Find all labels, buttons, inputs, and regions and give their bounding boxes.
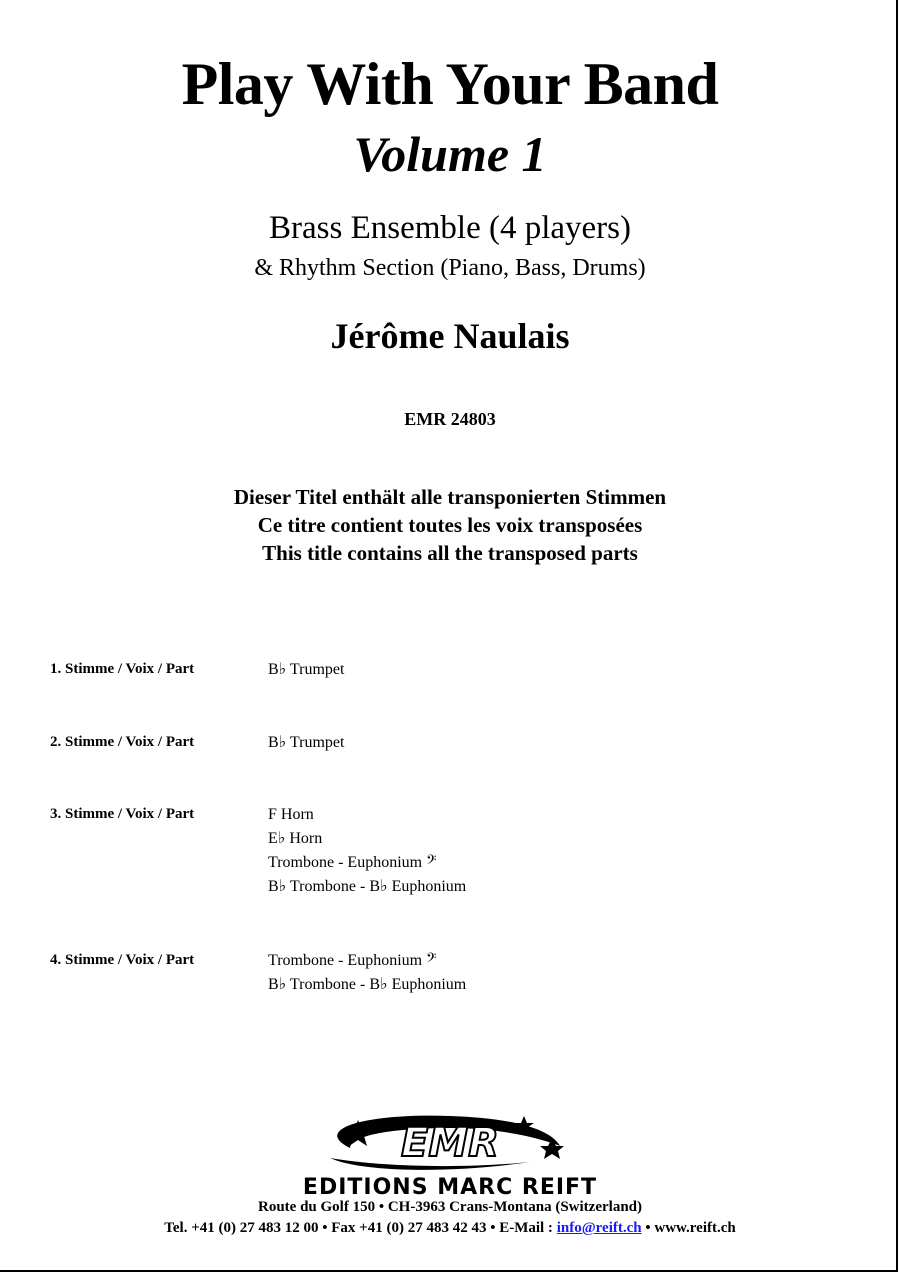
part-3-instrument: B♭ Trombone - B♭ Euphonium [268, 878, 467, 895]
page-title: Play With Your Band [181, 51, 719, 117]
part-4-instruments [268, 949, 466, 997]
part-4-label: 4. Stimme / Voix / Part [50, 952, 195, 968]
part-1-instruments [268, 658, 344, 682]
part-1-label: 1. Stimme / Voix / Part [50, 661, 195, 677]
note-german: Dieser Titel enthält alle transponierten Stimmen [233, 485, 667, 509]
part-3-label: 3. Stimme / Voix / Part [50, 806, 195, 822]
note-french: Ce titre contient toutes les voix transposées [257, 513, 643, 537]
part-4-instrument: Trombone - Euphonium 𝄢 [268, 952, 437, 969]
part-4-instrument: B♭ Trombone - B♭ Euphonium [268, 976, 467, 993]
volume-title: Volume 1 [353, 126, 547, 182]
publisher-name: EDITIONS MARC REIFT [302, 1175, 598, 1200]
part-3-instrument: F Horn [268, 806, 314, 823]
logo-text: EMR [401, 1120, 499, 1166]
part-1-instrument: B♭ Trumpet [268, 661, 345, 678]
catalog-number: EMR 24803 [404, 409, 496, 429]
website-text: • www.reift.ch [641, 1220, 736, 1236]
rhythm-section-subtitle: & Rhythm Section (Piano, Bass, Drums) [254, 255, 646, 281]
note-english: This title contains all the transposed parts [262, 541, 638, 565]
part-2-instruments [268, 731, 344, 755]
part-3-instrument: Trombone - Euphonium 𝄢 [268, 854, 437, 871]
publisher-address: Route du Golf 150 • CH-3963 Crans-Montana (Switzerland) [258, 1199, 642, 1215]
emr-logo-graphic [300, 1108, 600, 1176]
part-2-instrument: B♭ Trumpet [268, 734, 345, 751]
composer-name: Jérôme Naulais [330, 316, 570, 356]
email-link[interactable]: info@reift.ch [556, 1220, 642, 1236]
part-2-label: 2. Stimme / Voix / Part [50, 734, 195, 750]
emr-logo [300, 1108, 600, 1176]
part-3-instruments [268, 803, 466, 899]
part-3-instrument: E♭ Horn [268, 830, 323, 847]
ensemble-subtitle: Brass Ensemble (4 players) [269, 210, 631, 246]
publisher-contact [0, 1220, 900, 1237]
contact-phone-fax: Tel. +41 (0) 27 483 12 00 • Fax +41 (0) 27 483 42 43 • E-Mail : [164, 1220, 557, 1236]
star-icon [540, 1138, 564, 1159]
